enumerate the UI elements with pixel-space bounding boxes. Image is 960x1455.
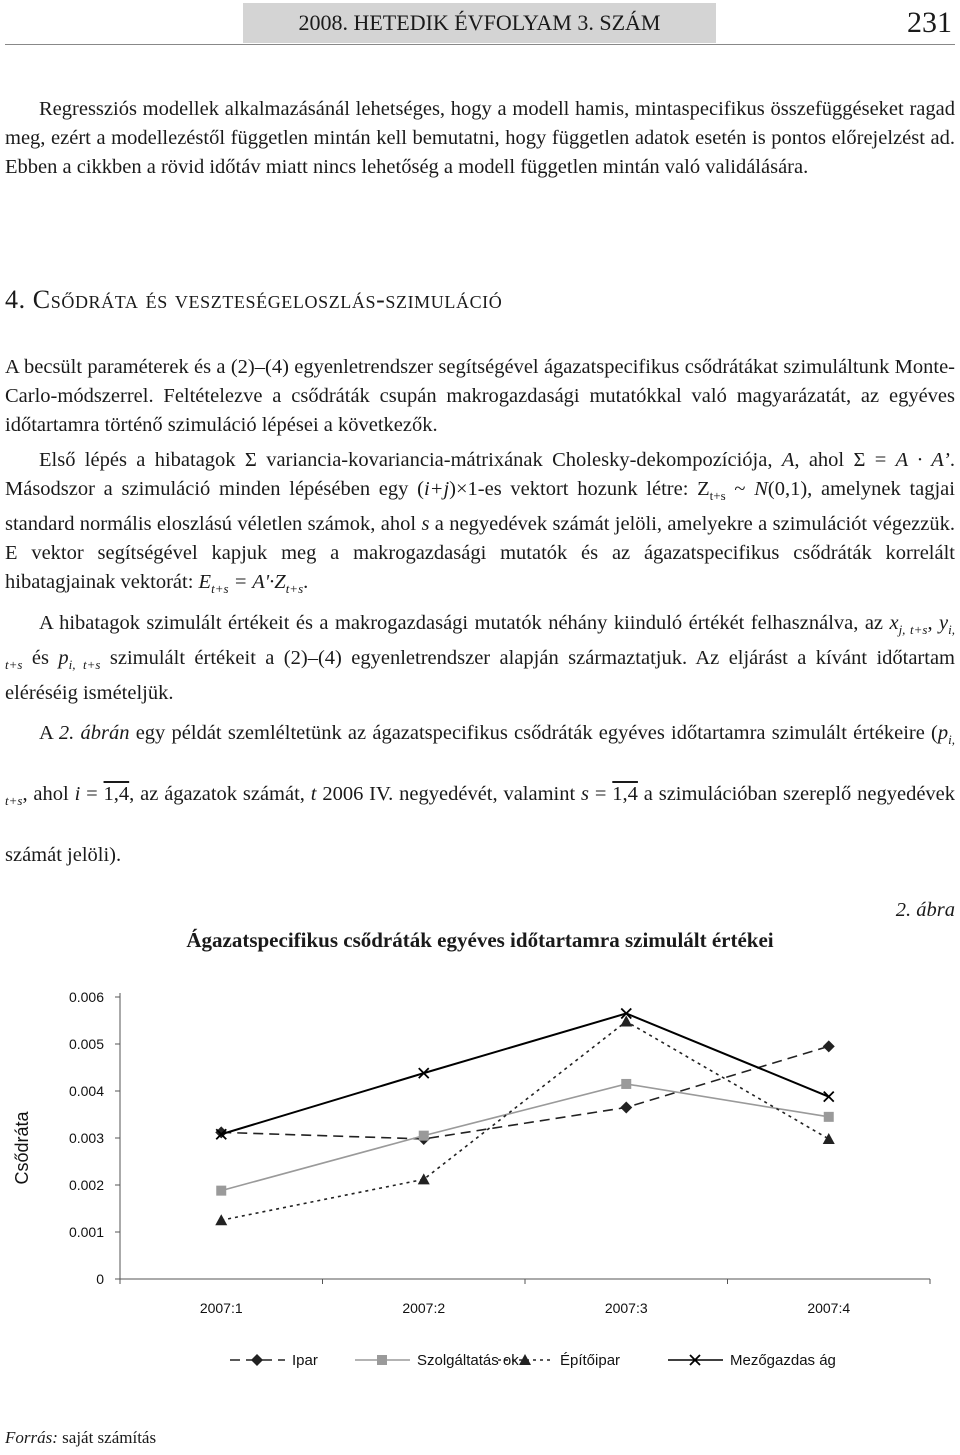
p2-text-d: )×1-es vektort hozunk létre: Z [449, 478, 710, 500]
data-point-2 [216, 1186, 226, 1196]
legend-label-1: Ipar [292, 1352, 318, 1369]
p2-math-AA: A ∙ A’ [895, 449, 950, 471]
p2-math-ij: i+j [423, 478, 450, 500]
data-point-2 [419, 1131, 429, 1141]
data-point-4 [824, 1092, 834, 1102]
p3-sub-y: i, t+s [5, 622, 955, 672]
p2-sub-Z: t+s [285, 581, 304, 596]
p2-text-e: ~ [725, 478, 755, 500]
y-tick-label: 0.001 [68, 1224, 104, 1240]
source-text: saját számítás [57, 1428, 157, 1447]
x-tick-label: 2007:3 [604, 1300, 648, 1316]
data-point-1 [823, 1040, 835, 1052]
legend-marker-2 [377, 1355, 387, 1365]
p3-text-a: A hibatagok szimulált értékeit és a makrogazdasági mutatók néhány kiinduló értékét felhasználva, az [39, 612, 890, 634]
p4-text-c: , ahol [22, 783, 75, 805]
p2-text-b: , ahol Σ = [794, 449, 896, 471]
legend-label-4: Mezőgazdas ág [730, 1352, 836, 1369]
figure-source [5, 1428, 156, 1448]
p2-text-h: . [303, 571, 309, 593]
p2-math-A: A [781, 449, 795, 471]
p4-math-p: p [937, 722, 949, 744]
legend-label-2: Szolgáltatás ok [417, 1352, 519, 1369]
source-label: Forrás: [5, 1428, 58, 1447]
p2-math-E: E [198, 571, 212, 593]
p4-text-b: egy példát szemléltetünk az ágazatspecifikus csődráták egyéves időtartamra szimulált értékeire ( [129, 722, 938, 744]
body-paragraph-3 [5, 609, 955, 708]
p4-sub-p: i, t+s [5, 732, 955, 808]
p4-srange: 1,4 [612, 783, 638, 805]
p3-es: és [22, 647, 59, 669]
body-text [5, 353, 955, 882]
p4-math-s: s [581, 783, 590, 805]
data-point-3 [215, 1214, 227, 1225]
body-paragraph-1: A becsült paraméterek és a (2)–(4) egyenletrendszer segítségével ágazatspecifikus csődrátákat szimuláltunk Monte-Carlo-módszerrel. Feltételezve a csődráták csupán makrogazdasági mutatókkal való magyarázatát, az egyéves időtartamra történő szimuláció lépései a következők. [5, 356, 955, 436]
data-point-1 [620, 1101, 632, 1113]
p2-text-g: a negyedévek számát jelöli, amelyekre a szimulációt végezzük. E vektor segítségével kapjuk meg a makrogazdasági mutatók és az ágazatspecifikus csődráták korrelált hibatagjainak vektorát: [5, 513, 955, 593]
p2-sub-tps: t+s [709, 488, 726, 503]
figure-number: 2. ábra [895, 899, 955, 921]
header-rule [5, 44, 955, 45]
legend-label-3: Építőipar [560, 1352, 621, 1369]
p4-ieq: = [80, 783, 104, 805]
p3-math-x: x [889, 612, 899, 634]
y-tick-label: 0.003 [68, 1130, 104, 1146]
p2-text-a: Első lépés a hibatagok Σ variancia-kovariancia-mátrixának Cholesky-dekompozíciója, [39, 449, 782, 471]
intro-text: Regressziós modellek alkalmazásánál lehetséges, hogy a modell hamis, mintaspecifikus összefüggéseket ragad meg, ezért a modellezéstől független mintán kell bemutatni, hogy független adatok esetén is pontos előrejelzést ad. Ebben a cikkben a rövid időtáv miatt nincs lehetőség a modell független mintán való validálására. [5, 98, 955, 178]
intro-paragraph [5, 95, 955, 182]
p3-sub-p: i, t+s [68, 657, 101, 672]
y-tick-label: 0.004 [68, 1083, 104, 1099]
p4-text-e: 2006 IV. negyedévét, valamint [316, 783, 582, 805]
p4-math-t: t [310, 783, 317, 805]
series-line-3 [221, 1021, 829, 1220]
p4-seq: = [589, 783, 613, 805]
body-paragraph-2 [5, 446, 955, 603]
section-heading: 4. Csődráta és veszteségeloszlás-szimuláció [5, 285, 503, 314]
x-tick-label: 2007:2 [402, 1300, 446, 1316]
p2-math-N: N [754, 478, 768, 500]
p2-sub-E: t+s [211, 581, 229, 596]
y-tick-label: 0.002 [68, 1177, 104, 1193]
data-point-3 [823, 1133, 835, 1144]
data-point-2 [621, 1079, 631, 1089]
p2-math-s: s [421, 513, 430, 535]
p2-math-eq: = A'∙Z [228, 571, 286, 593]
series-line-4 [221, 1013, 829, 1134]
p4-text-d: , az ágazatok számát, [129, 783, 311, 805]
x-tick-label: 2007:1 [199, 1300, 243, 1316]
x-tick-label: 2007:4 [807, 1300, 851, 1316]
figure-title: Ágazatspecifikus csődráták egyéves időtartamra szimulált értékei [186, 928, 774, 952]
body-paragraph-4 [5, 706, 955, 882]
p2-text-c: . Másodszor a szimuláció minden lépésében egy ( [5, 449, 955, 500]
p3-math-y: y [939, 612, 949, 634]
line-chart [0, 975, 960, 1415]
page-number: 231 [907, 6, 952, 39]
p3-sub-x: j, t+s [898, 622, 928, 637]
p2-text-f: (0,1), amelynek tagjai standard normális eloszlású véletlen számok, ahol [5, 478, 955, 535]
p4-math-i: i [74, 783, 81, 805]
y-axis-label: Csődráta [12, 1111, 32, 1185]
y-tick-label: 0.006 [68, 989, 104, 1005]
p3-math-p: p [58, 647, 69, 669]
figure-reference: 2. ábrán [58, 722, 130, 744]
p4-text-a: A [39, 722, 59, 744]
y-tick-label: 0 [96, 1271, 104, 1287]
data-point-2 [824, 1112, 834, 1122]
p3-text-b: szimulált értékeit a (2)–(4) egyenletrendszer alapján származtatjuk. Az eljárást a kívánt időtartam eléréséig ismételjük. [5, 647, 955, 704]
series-line-2 [221, 1084, 829, 1191]
p4-text-f: a szimulációban szereplő negyedévek számát jelöli). [5, 783, 956, 866]
y-tick-label: 0.005 [68, 1036, 104, 1052]
journal-header: 2008. HETEDIK ÉVFOLYAM 3. SZÁM [243, 3, 716, 43]
p3-comma: , [927, 612, 940, 634]
legend-marker-1 [251, 1354, 263, 1366]
data-point-3 [418, 1173, 430, 1184]
p4-irange: 1,4 [103, 783, 130, 805]
